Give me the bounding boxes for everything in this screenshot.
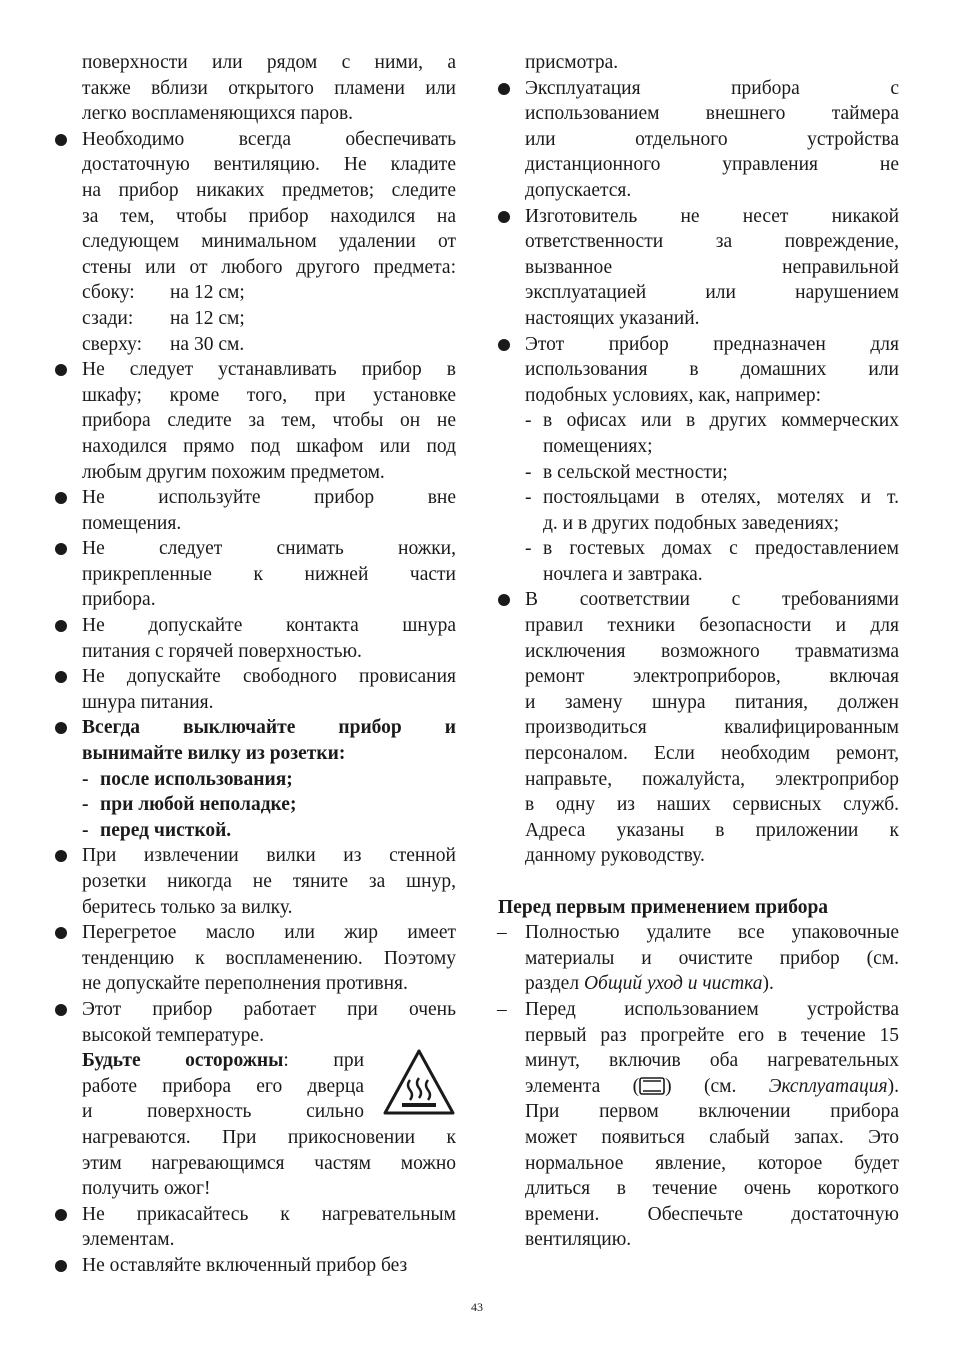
text-line: д. и в других подобных заведениях; (543, 512, 840, 534)
careful-rest: : при (283, 1050, 364, 1072)
text-line: времени. Обеспечьте достаточную (525, 1203, 899, 1225)
bullet-ventilation (82, 127, 456, 357)
clearance-label: сверху: (82, 333, 143, 355)
text-line: направьте, пожалуйста, электроприбор (525, 768, 899, 790)
bullet-icon (55, 722, 67, 734)
text-line: в офисах или в других коммерческих (543, 410, 899, 432)
clearance-label: сбоку: (82, 282, 135, 304)
bullet-unplug (82, 715, 456, 843)
sub-item (525, 460, 899, 486)
intro-paragraph: присмотра. (525, 52, 619, 73)
text-line: прибора. (82, 589, 156, 611)
text-line: шкафу; кроме того, при установке (82, 384, 456, 406)
text-line: ремонт электроприборов, включая (525, 666, 899, 688)
bullet-icon (55, 364, 67, 376)
bullet-oil (82, 920, 456, 997)
text-span: ) (см. (665, 1075, 769, 1097)
sub-item-text: после использования; (100, 768, 293, 790)
text-line: Не допускайте свободного провисания (82, 666, 456, 688)
bullet-cord-hang (82, 664, 456, 715)
cross-reference: Общий уход и чистка (583, 973, 763, 995)
text-line (525, 1074, 899, 1100)
warning-text (82, 1048, 364, 1125)
clearance-value: на 30 см. (170, 333, 245, 355)
bullet-icon (55, 927, 67, 939)
right-column (497, 50, 899, 1253)
bullet-icon (55, 1209, 67, 1221)
bullet-feet (82, 536, 456, 613)
text-line: минут, включив оба нагревательных (525, 1050, 899, 1072)
text-line: постояльцами в отелях, мотелях и т. (543, 487, 899, 509)
text-line: прибора следите за тем, чтобы он не (82, 410, 456, 432)
text-line: первый раз прогрейте его в течение 15 (525, 1024, 899, 1046)
sub-item (525, 485, 899, 536)
text-line: Необходимо всегда обеспечивать (82, 128, 456, 150)
text-line: и замену шнура питания, должен (525, 691, 899, 713)
text-line: использования в домашних или (525, 359, 899, 381)
text-line: находился прямо под шкафом или под (82, 435, 456, 457)
bullet-icon (498, 594, 510, 606)
text-line: Перегретое масло или жир имеет (82, 922, 456, 944)
bullet-icon (55, 850, 67, 862)
text-line: Этот прибор работает при очень (82, 998, 456, 1020)
dash-icon: – (497, 998, 507, 1020)
text-line: При первом включении прибора (525, 1101, 899, 1123)
text-span: элемента ( (525, 1075, 640, 1097)
text-line: получить ожог! (82, 1178, 211, 1200)
bullet-liability (525, 204, 899, 332)
text-line: Этот прибор предназначен для (525, 333, 899, 355)
bullet-plug-pull (82, 843, 456, 920)
text-line: Всегда выключайте прибор и (82, 717, 456, 739)
bullet-icon (498, 211, 510, 223)
text-line: ночлега и завтрака. (543, 563, 703, 585)
dash-icon: - (525, 410, 532, 432)
text-line: прикрепленные к нижней части (82, 563, 456, 585)
dash-icon: - (525, 461, 532, 483)
bullet-icon (55, 671, 67, 683)
text-line: В соответствии с требованиями (525, 589, 899, 611)
text-line: вентиляцию. (525, 1229, 632, 1251)
text-line: При извлечении вилки из стенной (82, 845, 456, 867)
text-line (525, 973, 774, 994)
sub-item-text: при любой неполадке; (100, 794, 297, 816)
page-number: 43 (471, 1300, 483, 1314)
text-line: допускается. (525, 179, 632, 201)
text-line (82, 1048, 364, 1074)
text-line: Не допускайте контакта шнура (82, 615, 456, 637)
text-line: поверхности или рядом с ними, а (82, 52, 456, 73)
text-span: ). (762, 973, 774, 995)
text-line: ответственности за повреждение, (525, 231, 899, 253)
text-line: длиться в течение очень короткого (525, 1178, 899, 1200)
hot-surface-warning-icon (382, 1048, 456, 1116)
sub-item (525, 408, 899, 459)
text-line: высокой температуре. (82, 1024, 265, 1046)
clearance-value: на 12 см; (170, 282, 245, 304)
clearance-side (82, 280, 456, 306)
text-line: следующем минимальном удалении от (82, 231, 456, 253)
text-line: легко воспламеняющихся паров. (82, 103, 354, 125)
text-line: нагреваются. При прикосновении к (82, 1126, 456, 1148)
bullet-unattended (82, 1253, 456, 1279)
clearance-label: сзади: (82, 307, 134, 329)
text-span: раздел (525, 973, 584, 995)
text-line: персоналом. Если необходим ремонт, (525, 743, 899, 765)
bullet-outdoor (82, 485, 456, 536)
text-line: использованием внешнего таймера (525, 103, 899, 125)
left-column (82, 50, 456, 1279)
bullet-icon (55, 1004, 67, 1016)
text-line: производиться квалифицированным (525, 717, 899, 739)
step-preheat (497, 997, 899, 1253)
text-line: дистанционного управления не (525, 154, 899, 176)
step-remove-packaging (497, 920, 899, 997)
text-line: Не следует устанавливать прибор в (82, 359, 456, 381)
text-line: Перед использованием устройства (525, 998, 899, 1020)
text-line: Не оставляйте включенный прибор без (82, 1254, 408, 1276)
bullet-icon (498, 83, 510, 95)
text-line: материалы и очистите прибор (см. (525, 947, 899, 969)
bullet-elements (82, 1202, 456, 1253)
bullet-icon (55, 620, 67, 632)
clearance-value: на 12 см; (170, 307, 245, 329)
bullet-icon (498, 339, 510, 351)
bullet-timer (525, 76, 899, 204)
bullet-icon (55, 543, 67, 555)
dash-icon: - (525, 487, 532, 509)
warning-block (82, 1048, 456, 1202)
section-heading: Перед первым применением прибора (498, 896, 829, 918)
dash-icon: - (82, 768, 89, 790)
text-line: вынимайте вилку из розетки: (82, 743, 346, 765)
text-line: в одну из наших сервисных служб. (525, 794, 899, 816)
bullet-home-use (525, 332, 899, 588)
text-line: любым другим похожим предметом. (82, 461, 385, 483)
text-line: на прибор никаких предметов; следите (82, 179, 456, 201)
sub-item-text: перед чисткой. (100, 819, 232, 841)
text-line: Не прикасайтесь к нагревательным (82, 1203, 456, 1225)
text-line: беритесь только за вилку. (82, 896, 293, 918)
text-line: розетки никогда не тяните за шнур, (82, 871, 456, 892)
text-line: Не используйте прибор вне (82, 487, 456, 509)
text-line: подобных условиях, как, например: (525, 384, 822, 406)
text-line: достаточную вентиляцию. Не кладите (82, 154, 456, 176)
text-line: тенденцию к воспламенению. Поэтому (82, 947, 456, 969)
bullet-hot (82, 997, 456, 1202)
text-line: не допускайте переполнения противня. (82, 973, 408, 995)
text-line: вызванное неправильной (525, 256, 899, 278)
text-line: данному руководству. (525, 845, 705, 867)
text-line: работе прибора его дверца (82, 1075, 364, 1097)
text-line: исключения возможного травматизма (525, 640, 899, 662)
text-line: шнура питания. (82, 691, 214, 713)
text-line: Не следует снимать ножки, (82, 538, 456, 560)
text-line: может появиться слабый запах. Это (525, 1126, 899, 1148)
text-line: Полностью удалите все упаковочные (525, 922, 899, 944)
bullet-cord-hot (82, 613, 456, 664)
text-line: настоящих указаний. (525, 307, 700, 329)
sub-item (82, 792, 456, 818)
bullet-icon (55, 134, 67, 146)
text-line: элементам. (82, 1229, 175, 1251)
bullet-repair (525, 587, 899, 869)
text-line: этим нагревающимся частям можно (82, 1152, 456, 1174)
text-line: Изготовитель не несет никакой (525, 205, 899, 227)
text-line: Эксплуатация прибора с (525, 77, 899, 99)
sub-item (525, 536, 899, 587)
dash-icon: – (497, 922, 507, 944)
text-line: также вблизи открытого пламени или (82, 77, 456, 99)
text-span: ). (887, 1075, 899, 1097)
clearance-back (82, 306, 456, 332)
dash-icon: - (82, 819, 89, 841)
text-line: Адреса указаны в приложении к (525, 819, 899, 841)
text-line: или отдельного устройства (525, 128, 899, 150)
sub-item (82, 818, 456, 844)
oven-both-elements-icon (639, 1077, 665, 1095)
text-line: стены или от любого другого предмета: (82, 256, 456, 278)
text-line: правил техники безопасности и для (525, 615, 899, 637)
cross-reference: Эксплуатация (768, 1075, 888, 1097)
clearance-top (82, 332, 456, 358)
intro-paragraph (82, 50, 456, 127)
text-line: и поверхность сильно (82, 1101, 364, 1123)
text-line: помещениях; (543, 435, 653, 457)
dash-icon: - (525, 538, 532, 560)
text-line: помещения. (82, 512, 182, 534)
bullet-cabinet (82, 357, 456, 485)
careful-label: Будьте осторожны (82, 1050, 284, 1072)
bullet-icon (55, 492, 67, 504)
dash-icon: - (82, 794, 89, 816)
text-line: эксплуатацией или нарушением (525, 282, 899, 304)
text-line: в сельской местности; (543, 461, 728, 483)
text-line: питания с горячей поверхностью. (82, 640, 362, 662)
text-line: в гостевых домах с предоставлением (543, 538, 899, 560)
text-line: за тем, чтобы прибор находился на (82, 205, 456, 227)
sub-item (82, 767, 456, 793)
text-line: нормальное явление, которое будет (525, 1152, 899, 1174)
bullet-icon (55, 1260, 67, 1272)
